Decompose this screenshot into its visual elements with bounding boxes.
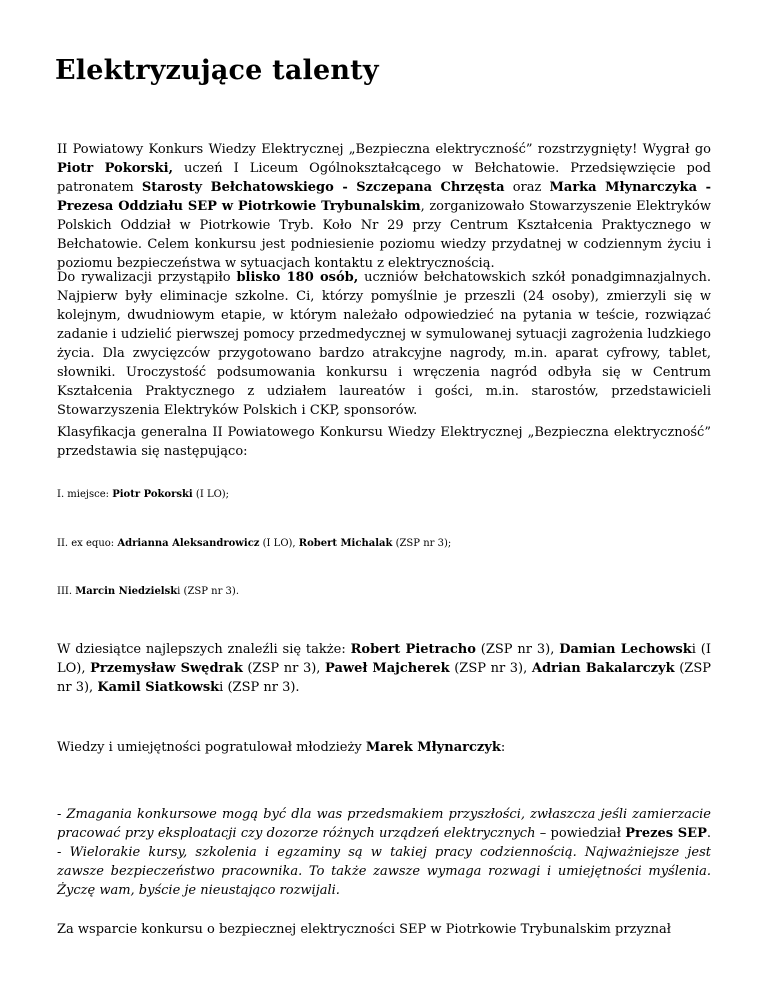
text: II. ex equo: bbox=[57, 538, 118, 549]
text: (I LO), bbox=[259, 538, 299, 549]
congratulations-paragraph bbox=[57, 738, 711, 757]
text: – powiedział bbox=[535, 826, 626, 841]
classification-intro: Klasyfikacja generalna II Powiatowego Konkursu Wiedzy Elektrycznej „Bezpieczna elektryczność” przedstawia się następująco: bbox=[57, 425, 711, 459]
first-place bbox=[57, 488, 711, 502]
text: (ZSP nr 3), bbox=[449, 661, 532, 676]
second-place bbox=[57, 537, 711, 551]
finalist-name: Przemysław Swędrak bbox=[90, 661, 243, 676]
text: W dziesiątce najlepszych znaleźli się także: bbox=[57, 642, 351, 657]
text: (ZSP nr 3), bbox=[475, 642, 560, 657]
article-title: Elektryzujące talenty bbox=[55, 55, 379, 86]
winner-name: Piotr Pokorski, bbox=[57, 161, 174, 176]
speaker-name: Marek Młynarczyk bbox=[365, 740, 501, 755]
text: (ZSP nr 3), bbox=[57, 661, 711, 695]
third-place bbox=[57, 585, 711, 599]
patron-name: Starosty Bełchatowskiego - Szczepana Chrzęsta bbox=[141, 180, 505, 195]
text: i (ZSP nr 3). bbox=[177, 586, 239, 597]
text: uczeń I Liceum Ogólnokształcącego w Bełchatowie. Przedsięwzięcie pod patronatem bbox=[57, 161, 711, 195]
competition-paragraph bbox=[57, 268, 711, 420]
text: (ZSP nr 3); bbox=[392, 538, 452, 549]
text: III. bbox=[57, 586, 76, 597]
quote-paragraph bbox=[57, 805, 711, 900]
text: Wiedzy i umiejętności pogratulował młodzieży bbox=[57, 740, 366, 755]
text: II Powiatowy Konkurs Wiedzy Elektrycznej „Bezpieczna elektryczność” rozstrzygnięty! Wygrał go bbox=[57, 142, 711, 157]
closing-paragraph: Za wsparcie konkursu o bezpiecznej elektryczności SEP w Piotrkowie Trybunalskim przyznał bbox=[57, 922, 671, 937]
intro-paragraph bbox=[57, 140, 711, 273]
text: I. miejsce: bbox=[57, 489, 113, 500]
finalist-name: Kamil Siatkowsk bbox=[97, 680, 220, 695]
laureate-name: Piotr Pokorski bbox=[112, 489, 193, 500]
text: , zorganizowało Stowarzyszenie Elektryków Polskich Oddział w Piotrkowie Tryb. Koło Nr 29 przy Centrum Kształcenia Praktycznego w Bełchatowie. Celem konkursu jest podniesienie poziomu wiedzy przydatnej w codziennym życiu i poziomu bezpieczeństwa w sytuacjach kontaktu z elektrycznością. bbox=[57, 199, 711, 271]
text: uczniów bełchatowskich szkół ponadgimnazjalnych. Najpierw były eliminacje szkolne. Ci, którzy pomyślnie je przeszli (24 osoby), zmierzyli się w kolejnym, dwudniowym etapie, w którym należało odpowiedzieć na pytania w teście, rozwiązać zadanie i udzielić pierwszej pomocy przedmedycznej w symulowanej sytuacji zagrożenia ludzkiego życia. Dla zwycięzców przygotowano bardzo atrakcyjne nagrody, m.in. aparat cyfrowy, tablet, słowniki. Uroczystość podsumowania konkursu i wręczenia nagród odbyła się w Centrum Kształcenia Praktycznego z udziałem laureatów i gości, m.in. starostów, przedstawicieli Stowarzyszenia Elektryków Polskich i CKP, sponsorów. bbox=[57, 270, 711, 418]
text: Do rywalizacji przystąpiło bbox=[57, 270, 237, 285]
text: (ZSP nr 3), bbox=[242, 661, 326, 676]
patron-name: Marka Młynarczyka - Prezesa Oddziału SEP w Piotrkowie Trybunalskim bbox=[57, 180, 712, 214]
finalist-name: Robert Pietracho bbox=[350, 642, 476, 657]
finalist-name: Paweł Majcherek bbox=[325, 661, 450, 676]
text: : bbox=[500, 740, 506, 755]
quote-text: Wielorakie kursy, szkolenia i egzaminy są w takiej pracy codziennością. Najważniejsze jest zawsze bezpieczeństwo pracownika. To także zawsze wymaga rozwagi i umiejętności myślenia. Życzę wam, byście je nieustająco rozwijali. bbox=[57, 845, 711, 898]
participants-count: blisko 180 osób, bbox=[236, 270, 359, 285]
text: oraz bbox=[504, 180, 550, 195]
text: i (I LO), bbox=[57, 642, 711, 676]
finalist-name: Adrian Bakalarczyk bbox=[531, 661, 675, 676]
text: . - bbox=[57, 826, 711, 860]
text: (I LO); bbox=[192, 489, 230, 500]
top-ten-paragraph bbox=[57, 640, 711, 697]
laureate-name: Adrianna Aleksandrowicz bbox=[117, 538, 260, 549]
laureate-name: Marcin Niedzielsk bbox=[75, 586, 178, 597]
finalist-name: Damian Lechowsk bbox=[559, 642, 692, 657]
quote-text: - Zmagania konkursowe mogą być dla was przedsmakiem przyszłości, zwłaszcza jeśli zamierzacie pracować przy eksploatacji czy dozorze różnych urządzeń elektrycznych bbox=[57, 807, 711, 841]
laureate-name: Robert Michalak bbox=[298, 538, 393, 549]
speaker-title: Prezes SEP bbox=[625, 826, 707, 841]
text: i (ZSP nr 3). bbox=[219, 680, 300, 695]
